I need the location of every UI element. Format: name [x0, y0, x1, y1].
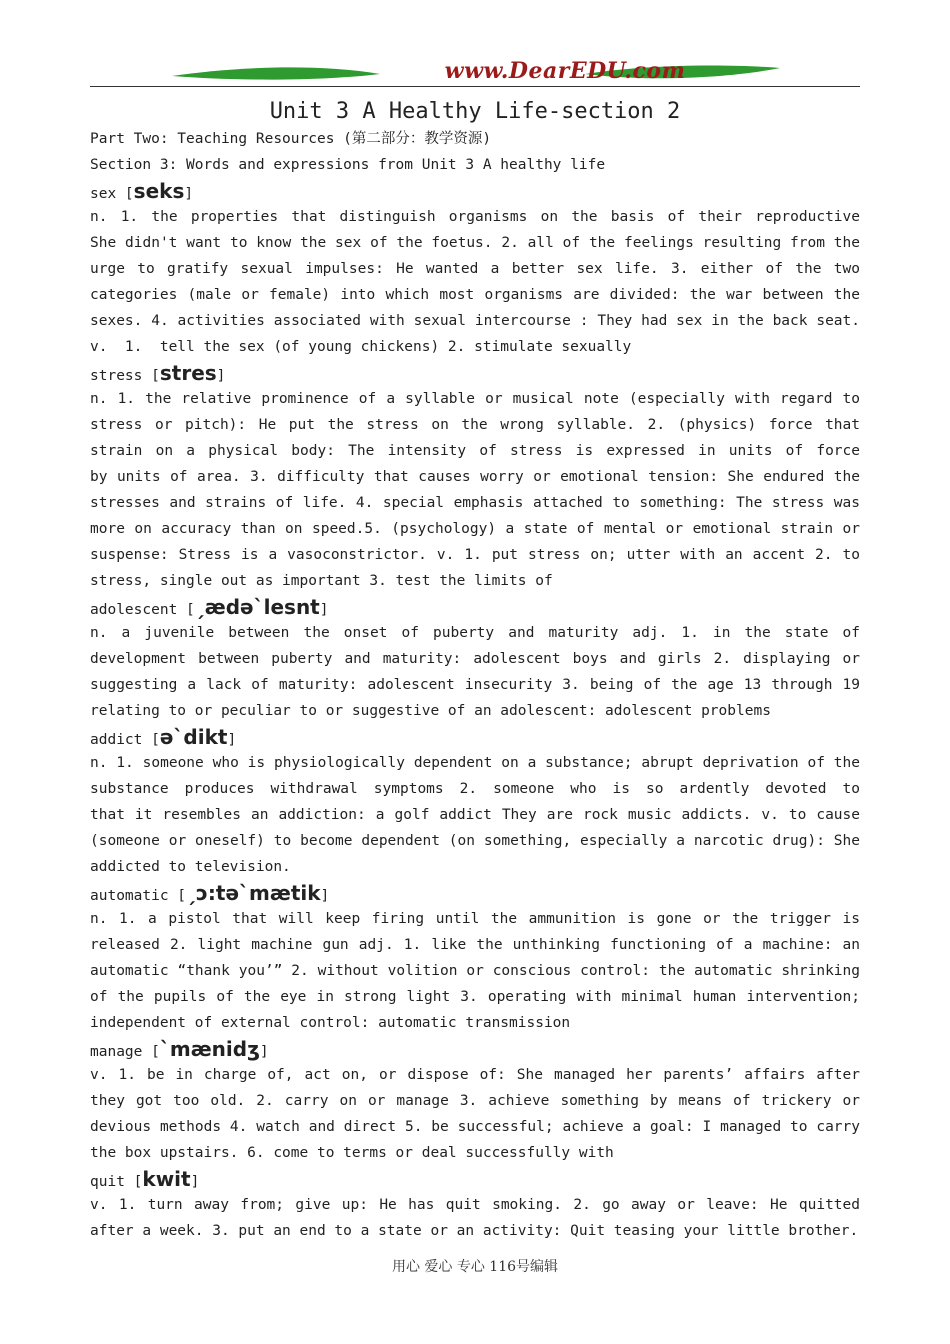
definition-line: n. 1. the properties that distinguish organisms on the basis of their reproductive — [90, 209, 860, 225]
phonetic-open-bracket: [ — [142, 732, 160, 748]
phonetic-close-bracket: ] — [216, 368, 226, 384]
phonetic: ˏɔ:təˋmætik — [186, 881, 321, 905]
definition-line: of the pupils of the eye in strong light 3. operating with minimal human intervention; — [90, 989, 860, 1005]
intro-line: Section 3: Words and expressions from Unit 3 A healthy life — [90, 157, 606, 173]
definition-line: stress or pitch): He put the stress on the wrong syllable. 2. (physics) force that — [90, 417, 860, 433]
headword: automatic — [90, 888, 169, 904]
document-body — [90, 126, 860, 1244]
definition-line: strain on a physical body: The intensity of stress is expressed in units of force — [90, 443, 860, 459]
definition-line: n. 1. the relative prominence of a syllable or musical note (especially with regard to — [90, 391, 860, 407]
header-divider — [90, 86, 860, 87]
entry-headword-line — [90, 1166, 860, 1192]
definition-line: v. 1. tell the sex (of young chickens) 2. stimulate sexually — [90, 339, 632, 355]
definition-line: suspense: Stress is a vasoconstrictor. v. 1. put stress on; utter with an accent 2. to — [90, 547, 860, 563]
phonetic-close-bracket: ] — [320, 888, 330, 904]
phonetic-close-bracket: ] — [190, 1174, 200, 1190]
phonetic: əˋdikt — [159, 725, 228, 749]
phonetic-close-bracket: ] — [184, 186, 194, 202]
entry-headword-line — [90, 178, 860, 204]
phonetic-open-bracket: [ — [177, 602, 195, 618]
definition-line: stress, single out as important 3. test the limits of — [90, 573, 553, 589]
definition-line: (someone or oneself) to become dependent (on something, especially a narcotic drug): She — [90, 833, 860, 849]
definition-line: the box upstairs. 6. come to terms or deal successfully with — [90, 1145, 614, 1161]
definition-line: development between puberty and maturity: adolescent boys and girls 2. displaying or — [90, 651, 860, 667]
definition-line: v. 1. be in charge of, act on, or dispose of: She managed her parents’ affairs after — [90, 1067, 860, 1083]
definition-line: categories (male or female) into which most organisms are divided: the war between the — [90, 287, 860, 303]
definition-line: v. 1. turn away from; give up: He has quit smoking. 2. go away or leave: He quitted — [90, 1197, 860, 1213]
phonetic: ˋmænidʒ — [159, 1037, 260, 1061]
definition-line: substance produces withdrawal symptoms 2. someone who is so ardently devoted to — [90, 781, 860, 797]
definition-line: more on accuracy than on speed.5. (psychology) a state of mental or emotional strain or — [90, 521, 860, 537]
phonetic: kwit — [142, 1167, 191, 1191]
definition-line: that it resembles an addiction: a golf addict They are rock music addicts. v. to cause — [90, 807, 860, 823]
definition-line: released 2. light machine gun adj. 1. like the unthinking functioning of a machine: an — [90, 937, 860, 953]
phonetic: stres — [159, 361, 217, 385]
definition-line: by units of area. 3. difficulty that causes worry or emotional tension: She endured the — [90, 469, 860, 485]
definition-line: n. 1. a pistol that will keep firing until the ammunition is gone or the trigger is — [90, 911, 860, 927]
definition-line: n. a juvenile between the onset of puberty and maturity adj. 1. in the state of — [90, 625, 860, 641]
headword: sex — [90, 186, 117, 202]
headword: manage — [90, 1044, 143, 1060]
definition-line: relating to or peculiar to or suggestive of an adolescent: adolescent problems — [90, 703, 771, 719]
headword: quit — [90, 1174, 125, 1190]
phonetic-open-bracket: [ — [116, 186, 134, 202]
page-footer: 用心 爱心 专心 116号编辑 — [391, 1259, 559, 1275]
intro-line: Part Two: Teaching Resources (第二部分：教学资源) — [90, 131, 492, 147]
phonetic: seks — [133, 179, 185, 203]
phonetic-open-bracket: [ — [124, 1174, 143, 1190]
definition-line: suggesting a lack of maturity: adolescent insecurity 3. being of the age 13 through 19 — [90, 677, 860, 693]
entry-headword-line — [90, 724, 860, 750]
definition-line: after a week. 3. put an end to a state or an activity: Quit teasing your little brother. — [90, 1223, 859, 1239]
definition-line: urge to gratify sexual impulses: He wanted a better sex life. 3. either of the two — [90, 261, 860, 277]
definition-line: automatic “thank you’” 2. without volition or conscious control: the automatic shrinking — [90, 963, 860, 979]
phonetic-open-bracket: [ — [142, 1044, 160, 1060]
phonetic-open-bracket: [ — [168, 888, 187, 904]
definition-line: She didn't want to know the sex of the foetus. 2. all of the feelings resulting from the — [90, 235, 860, 251]
phonetic-close-bracket: ] — [259, 1044, 269, 1060]
definition-line: sexes. 4. activities associated with sexual intercourse : They had sex in the back seat. — [90, 313, 860, 329]
phonetic-close-bracket: ] — [319, 602, 329, 618]
phonetic: ˏædəˋlesnt — [194, 595, 320, 619]
phonetic-open-bracket: [ — [142, 368, 160, 384]
entry-headword-line — [90, 594, 860, 620]
definition-line: n. 1. someone who is physiologically dependent on a substance; abrupt deprivation of the — [90, 755, 860, 771]
page-title: Unit 3 A Healthy Life-section 2 — [269, 99, 681, 124]
definition-line: stresses and strains of life. 4. special emphasis attached to something: The stress was — [90, 495, 860, 511]
headword: addict — [90, 732, 143, 748]
definition-line: addicted to television. — [90, 859, 291, 875]
headword: stress — [90, 368, 143, 384]
phonetic-close-bracket: ] — [227, 732, 237, 748]
entry-headword-line — [90, 360, 860, 386]
definition-line: they got too old. 2. carry on or manage 3. achieve something by means of trickery or — [90, 1093, 860, 1109]
entry-headword-line — [90, 880, 860, 906]
entry-headword-line — [90, 1036, 860, 1062]
site-logo[interactable]: www.DearEDU.com — [444, 58, 686, 84]
headword: adolescent — [90, 602, 178, 618]
definition-line: independent of external control: automatic transmission — [90, 1015, 571, 1031]
definition-line: devious methods 4. watch and direct 5. be successful; achieve a goal: I managed to carry — [90, 1119, 860, 1135]
